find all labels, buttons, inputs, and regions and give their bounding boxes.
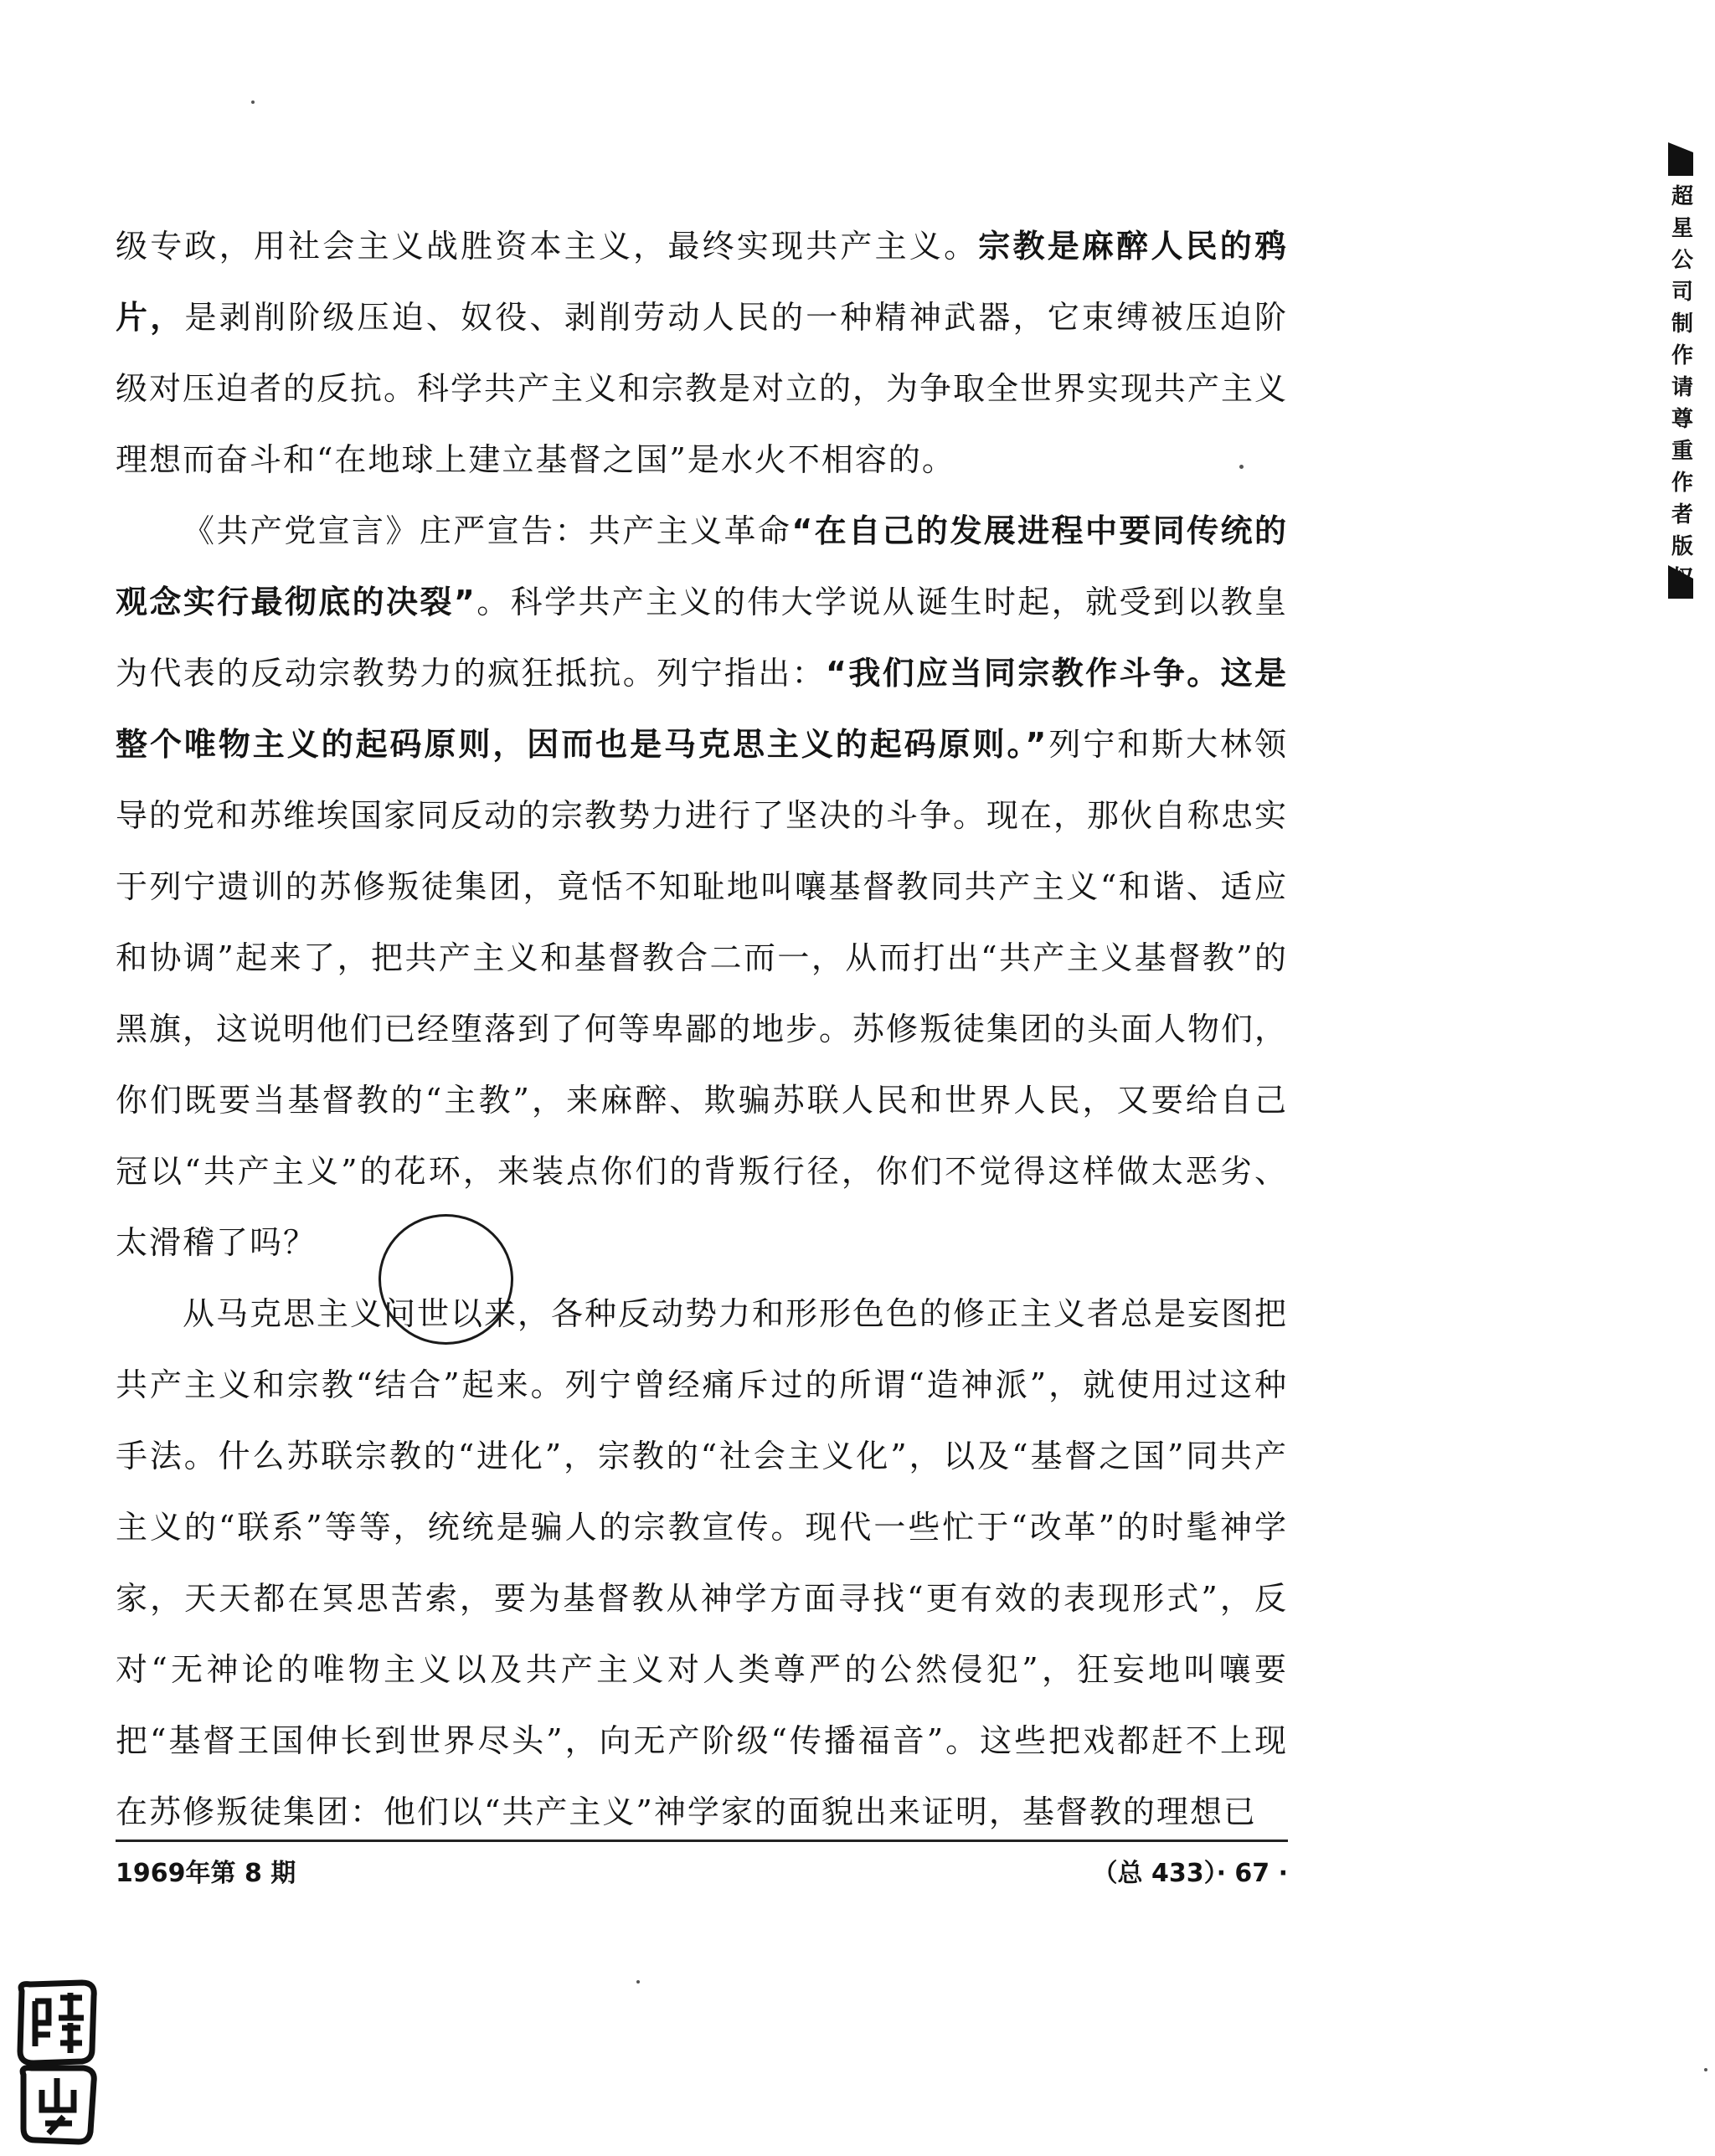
paragraph — [116, 211, 1288, 496]
text-run: 是剥削阶级压迫、奴役、剥削劳动人民的一种精神武器，它束缚被压迫阶级对压迫者的反抗。科学共产主义和宗教是对立的，为争取全世界实现共产主义理想而奋斗和“在地球上建立基督之国”是水火不相容的。 — [116, 299, 1289, 478]
side-stamp-bar-top — [1668, 142, 1693, 176]
paragraph — [116, 1279, 1288, 1848]
side-copyright-stamp: 超星公司制作 请尊重作者版 — [1671, 184, 1693, 559]
text-run: 从马克思主义问世以来，各种反动势力和形形色色的修正主义者总是妄图把共产主义和宗教“结合”起来。列宁曾经痛斥过的所谓“造神派”，就使用过这种手法。什么苏联宗教的“进化”，宗教的“社会主义化”，以及“基督之国”同共产主义的“联系”等等，统统是骗人的宗教宣传。现代一些忙于“改革”的时髦神学家，天天都在冥思苦索，要为基督教从神学方面寻找“更有效的表现形式”，反对“无神论的唯物主义以及共产主义对人类尊严的公然侵犯”，狂妄地叫嚷要把“基督王国伸长到世界尽头”，向无产阶级“传播福音”。这些把戏都赶不上现在苏修叛徒集团：他们以“共产主义”神学家的面貌出来证明，基督教的理想已 — [116, 1295, 1289, 1830]
bold-quote-run: “我们应当同宗教作斗争。这是整个唯物主义的起码原则，因而也是马克思主义的起码原则。” — [116, 655, 1288, 763]
scan-speck — [251, 100, 255, 104]
text-run: 列宁和斯大林领导的党和苏维埃国家同反动的宗教势力进行了坚决的斗争。现在，那伙自称忠实于列宁遗训的苏修叛徒集团，竟恬不知耻地叫嚷基督教同共产主义“和谐、适应和协调”起来了，把共产主义和基督教合二而一，从而打出“共产主义基督教”的黑旗，这说明他们已经堕落到了何等卑鄙的地步。苏修叛徒集团的头面人物们，你们既要当基督教的“主教”，来麻醉、欺骗苏联人民和世界人民，又要给自己冠以“共产主义”的花环，来装点你们的背叛行径，你们不觉得这样做太恶劣、太滑稽了吗？ — [116, 726, 1289, 1261]
page-number: （总 433）· 67 · — [1092, 1859, 1288, 1888]
bold-quote-run: “在自己的发展进程中要同传统的观念实行最彻底的决裂” — [116, 512, 1288, 620]
seal-stamp-icon — [12, 1976, 104, 2148]
scan-speck — [636, 1980, 640, 1984]
issue-label: 1969年第 8 期 — [116, 1859, 296, 1888]
bold-text-run: 宗教是麻醉人民的鸦片， — [116, 228, 1288, 336]
article-body — [116, 211, 1288, 1848]
scan-speck — [1239, 465, 1244, 469]
footer-divider — [116, 1840, 1288, 1842]
text-run: 级专政，用社会主义战胜资本主义，最终实现共产主义。 — [116, 228, 979, 265]
text-run: 。科学共产主义的伟大学说从诞生时起，就受到以教皇为代表的反动宗教势力的疯狂抵抗。列宁指出： — [116, 584, 1288, 692]
text-run: 《共产党宣言》庄严宣告：共产主义革命 — [183, 512, 792, 549]
scan-speck — [1704, 2068, 1707, 2071]
paragraph — [116, 496, 1288, 1279]
